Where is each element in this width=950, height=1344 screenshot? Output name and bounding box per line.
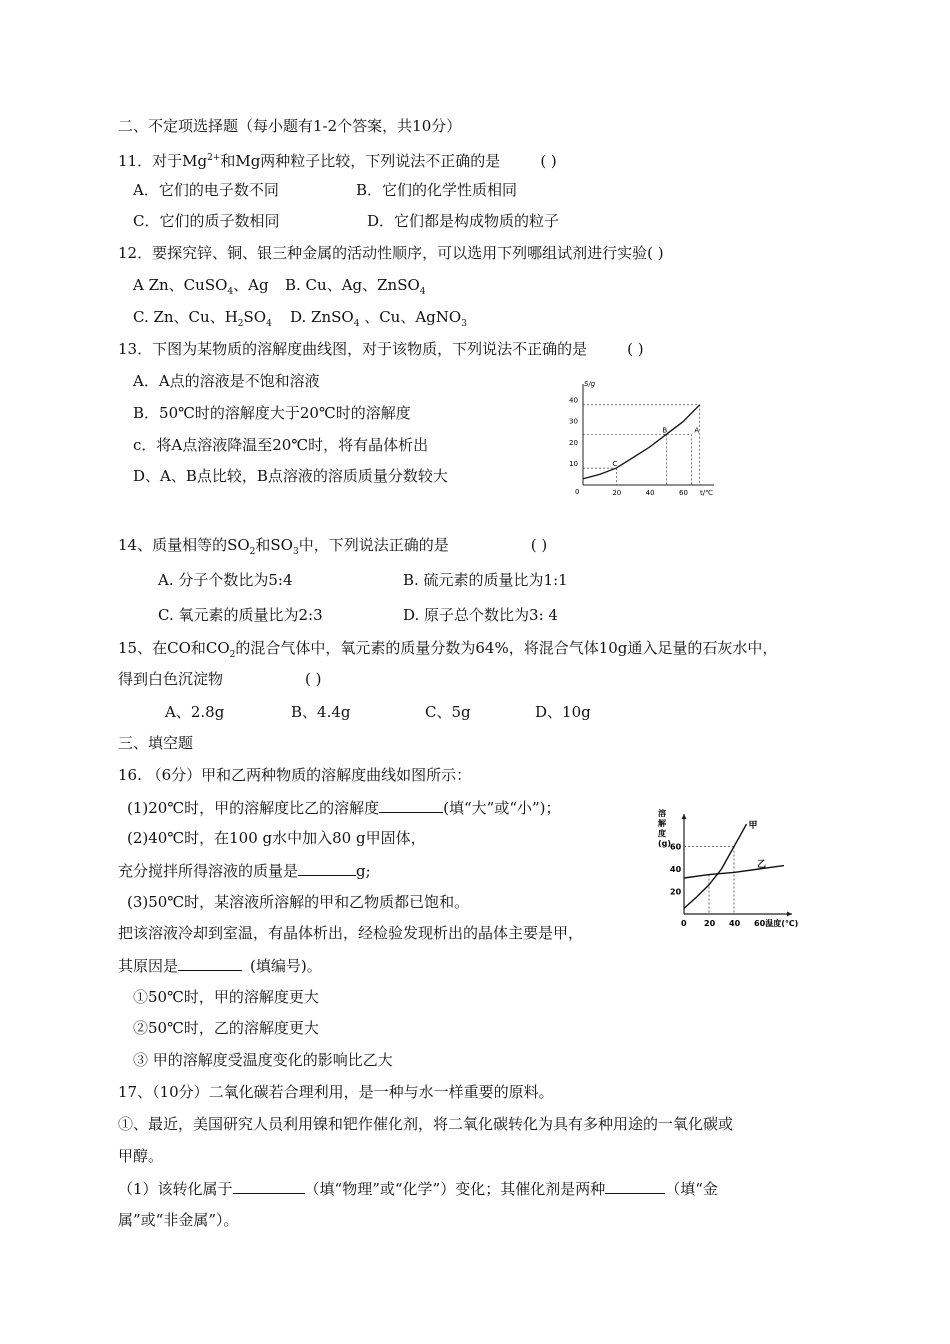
q12-option-d [290, 307, 467, 334]
q11-stem-part: 11．对于Mg [118, 152, 208, 170]
opt-text: D. ZnSO [290, 308, 354, 326]
subscript: 2 [249, 547, 256, 557]
y-tick-label: 40 [569, 396, 578, 405]
section-title: 三、填空题 [118, 734, 194, 752]
q16-choice-1: ①50℃时，甲的溶解度更大 [133, 988, 319, 1006]
q13-option-b: B．50℃时的溶解度大于20℃时的溶解度 [133, 404, 411, 422]
q16-part-2-line2 [118, 860, 371, 881]
answer-blank[interactable] [178, 955, 242, 971]
q15-option-c: C、5g [425, 703, 471, 721]
answer-paren: ( ) [540, 152, 557, 170]
q11-option-a: A．它们的电子数不同 [133, 181, 279, 199]
y-axis-label: 溶 [658, 809, 666, 818]
q15-option-b: B、4.4g [291, 703, 351, 721]
point-label-c: C [612, 460, 618, 469]
x-tick-label: 40 [645, 489, 655, 497]
q16-part-3: (3)50℃时，某溶液所溶解的甲和乙物质都已饱和。 [127, 893, 470, 911]
q16-choice-3: ③ 甲的溶解度受温度变化的影响比乙大 [133, 1051, 393, 1069]
question-12-stem: 12．要探究锌、铜、银三种金属的活动性顺序，可以选用下列哪组试剂进行实验( ) [118, 244, 664, 262]
subscript: 4 [266, 319, 272, 329]
q16-text: (填“大”或“小”)； [443, 799, 561, 817]
y-axis-label: S/g [584, 380, 596, 388]
q15-stem-part: 的混合气体中，氧元素的质量分数为64%，将混合气体10g通入足量的石灰水中， [235, 639, 778, 657]
q16-text: g; [356, 862, 371, 880]
point-label-a: A [694, 426, 700, 435]
subscript: 4 [419, 287, 426, 297]
subscript: 2 [229, 650, 236, 660]
x-tick-label: 0 [681, 919, 687, 928]
subscript: 4 [227, 287, 234, 297]
answer-blank[interactable] [379, 797, 443, 813]
y-tick-label: 30 [569, 417, 578, 426]
q16-part-1 [127, 797, 561, 818]
q17-line-4: 属”或“非金属”）。 [118, 1211, 239, 1229]
answer-blank[interactable] [298, 860, 356, 876]
y-axis-label: (g) [658, 839, 672, 848]
y-axis-arrow [682, 814, 687, 819]
q17-text: （1）该转化属于 [118, 1180, 233, 1198]
subscript: 3 [292, 547, 299, 557]
q12-option-b [285, 275, 426, 302]
series-line-1 [684, 824, 747, 908]
q14-stem-part: 14、质量相等的SO [118, 536, 250, 554]
point-label-b: B [662, 426, 668, 435]
q11-option-b: B．它们的化学性质相同 [356, 181, 518, 199]
q16-part-3-line2: 把该溶液冷却到室温，有晶体析出，经检验发现析出的晶体主要是甲， [118, 924, 584, 942]
section-title: 二、不定项选择题（每小题有1-2个答案，共10分） [118, 117, 462, 135]
q14-option-c: C. 氧元素的质量比为2:3 [158, 606, 323, 624]
series-label-1: 甲 [748, 821, 758, 831]
q15-stem-part: 15、在CO和CO [118, 639, 230, 657]
q14-stem-part: 和SO [255, 536, 293, 554]
q16-part-2: (2)40℃时，在100 g水中加入80 g甲固体， [127, 829, 426, 847]
question-16-stem: 16. （6分）甲和乙两种物质的溶解度曲线如图所示： [118, 766, 472, 784]
y-axis-label: 解 [658, 819, 666, 828]
answer-paren: ( ) [305, 670, 322, 688]
x-tick-label: 20 [612, 489, 622, 497]
q15-option-d: D、10g [535, 703, 591, 721]
question-17-stem: 17、（10分）二氧化碳若合理利用，是一种与水一样重要的原料。 [118, 1083, 554, 1101]
solubility-chart-2 [650, 802, 800, 930]
question-14-stem [118, 535, 547, 562]
x-tick-label: 60 [679, 489, 688, 497]
opt-text: 、Ag [233, 276, 269, 294]
q15-option-a: A、2.8g [165, 703, 225, 721]
q13-option-d: D、A、B点比较，B点溶液的溶质质量分数较大 [133, 467, 448, 485]
q17-line-1: ①、最近，美国研究人员利用镍和钯作催化剂，将二氧化碳转化为具有多种用途的一氧化碳或 [118, 1115, 734, 1133]
q17-line-3 [118, 1178, 718, 1199]
q11-stem-part: 和Mg两种粒子比较，下列说法不正确的是 [220, 152, 501, 170]
answer-blank[interactable] [605, 1178, 665, 1194]
opt-text: SO [243, 308, 267, 326]
x-tick-label: 40 [729, 919, 741, 928]
subscript: 2 [237, 319, 244, 329]
x-axis-arrow [787, 912, 792, 917]
y-tick-label: 60 [670, 842, 682, 852]
subscript: 4 [353, 319, 360, 329]
q12-option-a [133, 275, 269, 302]
opt-text: C. Zn、Cu、H [133, 308, 238, 326]
q17-line-2: 甲醇。 [118, 1147, 164, 1165]
q14-stem-part: 中，下列说法正确的是 [298, 536, 449, 554]
y-axis-label: 度 [658, 829, 666, 838]
y-tick-label: 10 [569, 459, 578, 468]
ion-charge: 2+ [207, 153, 221, 163]
q17-text: （填“物理”或“化学”）变化；其催化剂是两种 [304, 1180, 606, 1198]
q13-option-c: c．将A点溶液降温至20℃时，将有晶体析出 [133, 436, 429, 454]
question-13-stem [118, 339, 644, 359]
x-axis-label: 温度(℃) [765, 919, 799, 928]
q14-option-a: A. 分子个数比为5:4 [158, 571, 293, 589]
q14-option-b: B. 硫元素的质量比为1:1 [403, 571, 568, 589]
q16-text: 其原因是 [118, 957, 179, 975]
y-tick-label: 20 [569, 438, 578, 447]
q13-option-a: A．A点的溶液是不饱和溶液 [133, 372, 320, 390]
q11-option-c: C．它们的质子数相同 [133, 212, 280, 230]
subscript: 3 [461, 319, 467, 329]
q11-option-d: D．它们都是构成物质的粒子 [367, 212, 560, 230]
q16-text: (1)20℃时，甲的溶解度比乙的溶解度 [127, 799, 380, 817]
q14-option-d: D. 原子总个数比为3: 4 [403, 606, 558, 624]
opt-text: A Zn、CuSO [133, 276, 228, 294]
answer-paren: ( ) [530, 536, 548, 554]
solubility-curve [583, 405, 700, 479]
q12-option-c [133, 307, 272, 334]
answer-paren: ( ) [627, 340, 644, 358]
question-15-stem [118, 638, 777, 665]
answer-blank[interactable] [233, 1178, 305, 1194]
origin-label: 0 [575, 488, 580, 496]
y-tick-label: 20 [670, 887, 682, 897]
x-tick-label: 60 [754, 919, 766, 928]
x-axis-label: t/℃ [700, 489, 713, 497]
q16-text: (填编号)。 [250, 957, 322, 975]
opt-text: B. Cu、Ag、ZnSO [285, 276, 420, 294]
y-tick-label: 40 [670, 865, 682, 874]
question-15-stem-line2 [118, 669, 322, 689]
q16-text: 充分搅拌所得溶液的质量是 [118, 862, 299, 880]
solubility-chart-1 [565, 375, 725, 500]
opt-text: 、Cu、AgNO [359, 308, 462, 326]
question-11-stem [118, 148, 557, 171]
series-label-2: 乙 [757, 859, 767, 870]
q17-text: （填“金 [665, 1180, 718, 1198]
q15-stem-part: 得到白色沉淀物 [118, 670, 224, 688]
x-tick-label: 20 [704, 919, 716, 928]
q13-stem-text: 13．下图为某物质的溶解度曲线图，对于该物质，下列说法不正确的是 [118, 340, 588, 358]
q16-choice-2: ②50℃时，乙的溶解度更大 [133, 1019, 319, 1037]
q16-part-3-line3 [118, 955, 322, 976]
